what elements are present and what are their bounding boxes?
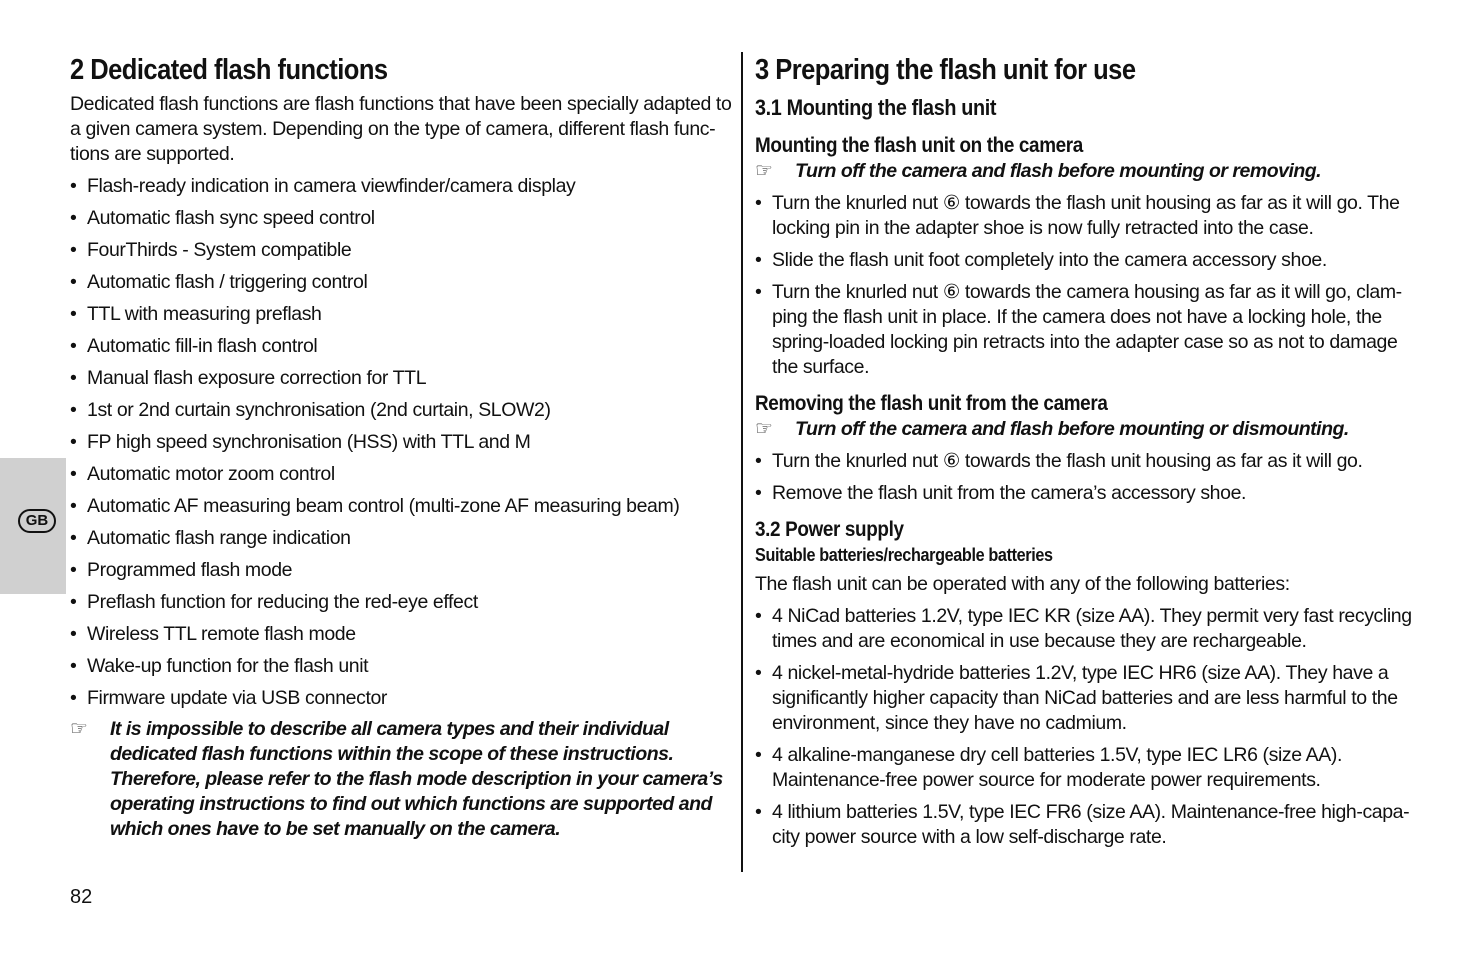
list-item: • Remove the flash unit from the camera’s accessory shoe. [755,482,1247,504]
list-item: • FP high speed synchronisation (HSS) with TTL and M [70,431,531,453]
batteries-intro: The flash unit can be operated with any of the following batteries: [755,573,1290,595]
mounting-steps [755,191,1423,380]
pointing-hand-icon: ☞ [755,160,773,182]
list-item: • 1st or 2nd curtain synchronisation (2nd curtain, SLOW2) [70,399,551,421]
list-item: • FourThirds - System compatible [70,239,352,261]
battery-list [755,604,1423,850]
note-text: Turn off the camera and flash before mounting or dismounting. [795,418,1349,440]
section-2-intro: Dedicated flash functions are flash functions that have been specially adapted to a given camera system. Depending on the type of camera, different flash func-tions are supported. [70,93,732,165]
list-item: • Automatic fill-in flash control [70,335,318,357]
list-item: • Automatic motor zoom control [70,463,335,485]
language-badge: GB [18,509,56,533]
dedicated-functions-list [70,174,738,711]
functions-note [70,717,738,842]
list-item: • Turn the knurled nut ⑥ towards the flash unit housing as far as it will go. [755,450,1363,472]
list-item: • 4 alkaline-manganese dry cell batteries 1.5V, type IEC LR6 (size AA). Maintenance-free power source for moderate power requirements. [755,744,1342,791]
list-item: • Slide the flash unit foot completely into the camera accessory shoe. [755,249,1327,271]
list-item: • Automatic flash sync speed control [70,207,375,229]
list-item: • Preflash function for reducing the red-eye effect [70,591,478,613]
list-item: • Wireless TTL remote flash mode [70,623,356,645]
list-item: • Turn the knurled nut ⑥ towards the camera housing as far as it will go, clam-ping the flash unit in place. If the camera does not have a locking hole, the spring-loaded locking pin retracts into the adapter case so as not to damage the surface. [755,281,1402,378]
list-item: • 4 NiCad batteries 1.2V, type IEC KR (size AA). They permit very fast recycling times and are economical in use because they are rechargeable. [755,605,1412,652]
list-item: • Automatic AF measuring beam control (multi-zone AF measuring beam) [70,495,680,517]
note-text: It is impossible to describe all camera types and their individual dedicated flash functions within the scope of these instructions. Therefore, please refer to the flash mode description in your camera’s operating instructions to find out which functions are supported and which ones have to be set manually on the camera. [110,718,723,840]
note-text: Turn off the camera and flash before mounting or removing. [795,160,1322,182]
removing-heading: Removing the flash unit from the camera [755,392,1108,415]
removing-note [755,417,1423,442]
left-column [70,52,738,842]
list-item: • Wake-up function for the flash unit [70,655,369,677]
list-item: • Automatic flash / triggering control [70,271,368,293]
list-item: • TTL with measuring preflash [70,303,322,325]
list-item: • Flash-ready indication in camera viewfinder/camera display [70,175,576,197]
section-3-title: 3 Preparing the flash unit for use [755,54,1136,86]
list-item: • Turn the knurled nut ⑥ towards the flash unit housing as far as it will go. The locking pin in the adapter shoe is now fully retracted into the case. [755,192,1400,239]
list-item: • Programmed flash mode [70,559,293,581]
list-item: • Firmware update via USB connector [70,687,388,709]
batteries-heading: Suitable batteries/rechargeable batteries [755,545,1053,565]
pointing-hand-icon: ☞ [755,418,773,440]
list-item: • 4 nickel-metal-hydride batteries 1.2V, type IEC HR6 (size AA). They have a significantly higher capacity than NiCad batteries and are less harmful to the environment, since they have no cadmium. [755,662,1398,734]
list-item: • Manual flash exposure correction for TTL [70,367,427,389]
list-item: • Automatic flash range indication [70,527,351,549]
pointing-hand-icon: ☞ [70,718,88,740]
section-3-1-heading: 3.1 Mounting the flash unit [755,95,997,120]
mounting-note [755,159,1423,184]
section-2-title: 2 Dedicated flash functions [70,54,388,86]
page-number: 82 [70,886,93,908]
mounting-heading: Mounting the flash unit on the camera [755,134,1083,157]
list-item: • 4 lithium batteries 1.5V, type IEC FR6 (size AA). Maintenance-free high-capa-city power source with a low self-discharge rate. [755,801,1410,848]
column-divider [741,52,743,872]
removing-steps [755,449,1423,506]
right-column [755,52,1423,850]
section-3-2-heading: 3.2 Power supply [755,518,904,541]
